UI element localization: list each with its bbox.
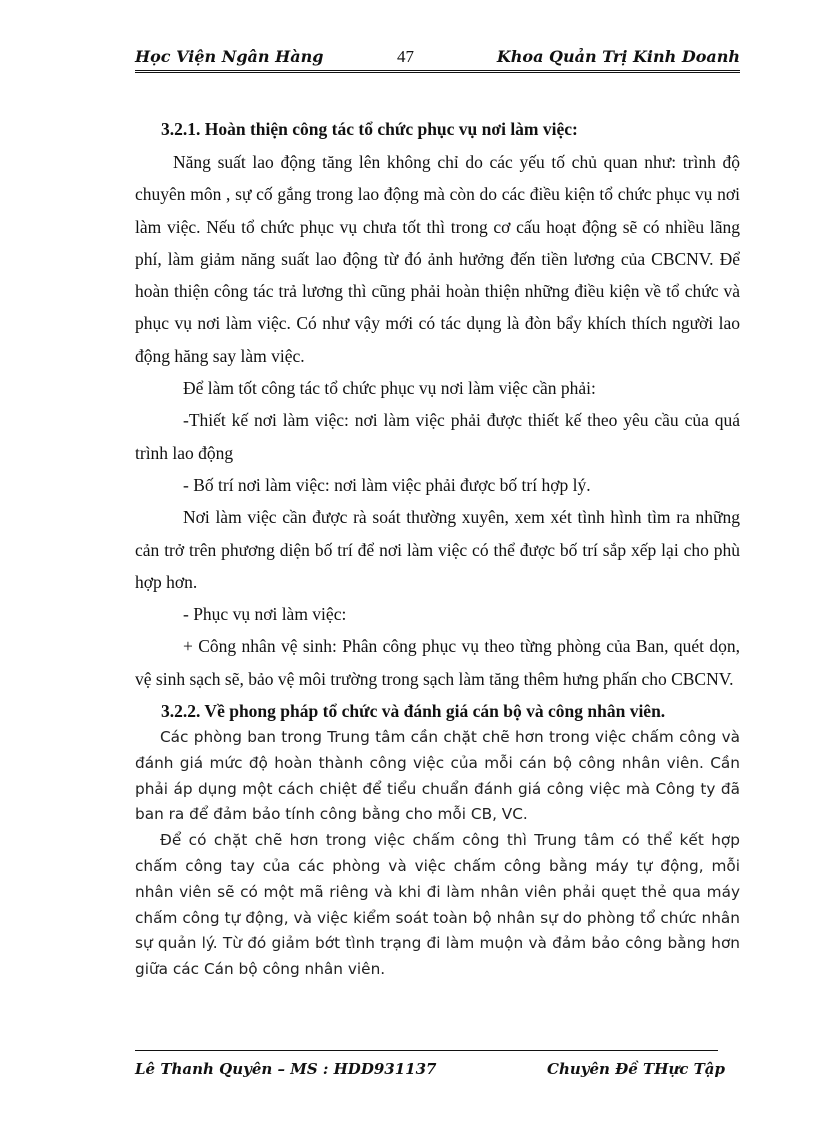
paragraph: Để có chặt chẽ hơn trong việc chấm công thì Trung tâm có thể kết hợp chấm công tay của các phòng và việc chấm công bằng máy tự động, mỗi nhân viên sẽ có một mã riêng và khi đi làm nhân viên phải quẹt thẻ qua máy chấm công tự động, và việc kiểm soát toàn bộ nhân sự do phòng tổ chức nhân sự quản lý. Từ đó giảm bớt tình trạng đi làm muộn và đảm bảo công bằng hơn giữa các Cán bộ công nhân viên. — [135, 831, 740, 979]
paragraph: -Thiết kế nơi làm việc: nơi làm việc phải được thiết kế theo yêu cầu của quá trình lao động — [135, 410, 740, 463]
header-institution: Học Viện Ngân Hàng — [135, 47, 324, 66]
document-body — [135, 110, 740, 983]
heading-text: Hoàn thiện công tác tổ chức phục vụ nơi làm việc: — [200, 119, 578, 139]
header-department: Khoa Quản Trị Kinh Doanh — [496, 47, 740, 66]
heading-number: 3.2.1. — [161, 119, 201, 139]
paragraph: Năng suất lao động tăng lên không chỉ do các yếu tố chủ quan như: trình độ chuyên môn , sự cố gắng trong lao động mà còn do các điều kiện tổ chức phục vụ nơi làm việc. Nếu tổ chức phục vụ chưa tốt thì trong cơ cấu hoạt động sẽ có nhiều lãng phí, làm giảm năng suất lao động từ đó ảnh hưởng đến tiền lương của CBCNV. Để hoàn thiện công tác trả lương thì cũng phải hoàn thiện những điều kiện về tổ chức và phục vụ nơi làm việc. Có như vậy mới có tác dụng là đòn bẩy khích thích người lao động hăng say làm việc. — [135, 152, 740, 366]
page-header — [135, 44, 740, 72]
paragraph: + Công nhân vệ sinh: Phân công phục vụ theo từng phòng của Ban, quét dọn, vệ sinh sạch sẽ, bảo vệ môi trường trong sạch làm tăng thêm hưng phấn cho CBCNV. — [135, 636, 740, 689]
section-heading-3-2-2: 3.2.2. Về phong pháp tổ chức và đánh giá cán bộ và công nhân viên. — [161, 701, 666, 722]
paragraph: - Bố trí nơi làm việc: nơi làm việc phải được bố trí hợp lý. — [183, 474, 591, 495]
section-heading-3-2-1 — [135, 114, 740, 144]
paragraph: Để làm tốt công tác tổ chức phục vụ nơi làm việc cần phải: — [183, 378, 596, 399]
paragraph: Nơi làm việc cần được rà soát thường xuyên, xem xét tình hình tìm ra những cản trở trên phương diện bố trí để nơi làm việc có thể được bố trí sắp xếp lại cho phù hợp hơn. — [135, 507, 740, 592]
header-rule — [135, 70, 740, 76]
footer-rule — [135, 1050, 718, 1051]
footer-author: Lê Thanh Quyên – MS : HDD931137 — [135, 1060, 437, 1078]
page-number: 47 — [397, 47, 414, 66]
footer-title: Chuyên Đề THực Tập — [547, 1060, 725, 1078]
paragraph: - Phục vụ nơi làm việc: — [183, 604, 347, 625]
paragraph: Các phòng ban trong Trung tâm cần chặt chẽ hơn trong việc chấm công và đánh giá mức độ hoàn thành công việc của mỗi cán bộ công nhân viên. Cần phải áp dụng một cách chiệt để tiểu chuẩn đánh giá công việc mà Công ty đã ban ra để đảm bảo tính công bằng cho mỗi CB, VC. — [135, 728, 740, 824]
